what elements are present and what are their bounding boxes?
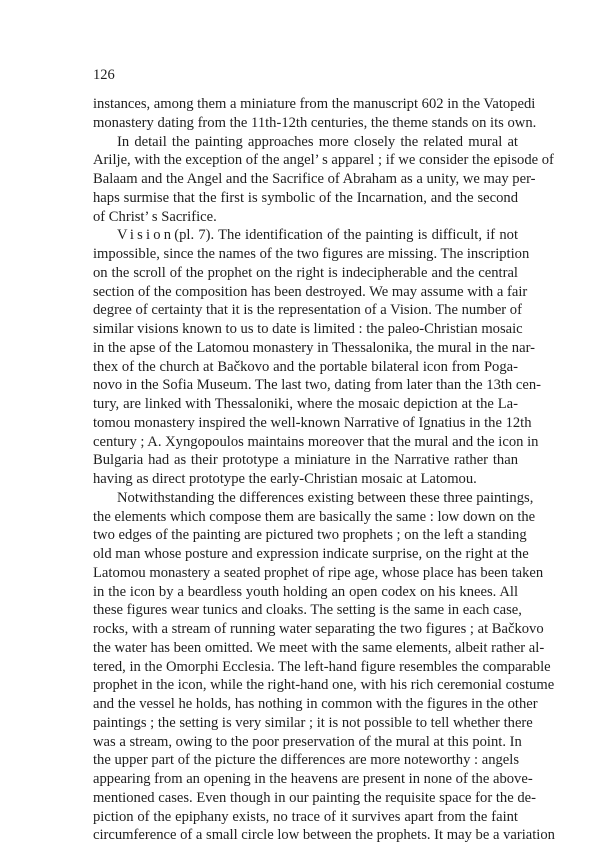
text-line: monastery dating from the 11th-12th centuries, the theme stands on its own.	[93, 114, 537, 131]
text-line: of Christ’ s Sacrifice.	[93, 208, 217, 225]
text-line: prophet in the icon, while the right-hand one, with his rich ceremonial costume	[93, 677, 555, 694]
text-line: similar visions known to us to date is limited : the paleo-Christian mosaic	[93, 321, 523, 337]
text-line: and the vessel he holds, has nothing in common with the figures in the other	[93, 696, 538, 712]
text-line: the elements which compose them are basically the same : low down on the	[93, 508, 536, 525]
body-text	[93, 95, 555, 845]
text-line: appearing from an opening in the heavens are present in none of the above-	[93, 771, 533, 787]
text-line: in the icon by a beardless youth holding an open codex on his knees. All	[93, 583, 518, 600]
text-line: Notwithstanding the differences existing between these three paintings,	[117, 489, 534, 506]
text-line: instances, among them a miniature from the manuscript 602 in the Vatopedi	[93, 96, 536, 112]
text-line: thex of the church at Bačkovo and the portable bilateral icon from Poga-	[93, 358, 518, 375]
text-line: Latomou monastery a seated prophet of ripe age, whose place has been taken	[93, 564, 544, 581]
text-line: in the apse of the Latomou monastery in Thessalonika, the mural in the nar-	[93, 339, 535, 356]
text-line: degree of certainty that it is the representation of a Vision. The number of	[93, 302, 522, 319]
page-number: 126	[93, 67, 115, 83]
text-line: old man whose posture and expression indicate surprise, on the right at the	[93, 546, 529, 562]
text-line: In detail the painting approaches more closely the related mural at	[117, 133, 518, 150]
section-heading-vision: Vision	[117, 227, 175, 244]
text-line: Bulgaria had as their prototype a miniature in the Narrative rather than	[93, 452, 518, 469]
text-line: the water has been omitted. We meet with the same elements, albeit rather al-	[93, 639, 545, 656]
text-line: haps surmise that the first is symbolic of the Incarnation, and the second	[93, 189, 518, 206]
text-line: tered, in the Omorphi Ecclesia. The left-hand figure resembles the comparable	[93, 658, 551, 675]
paragraph-4	[93, 489, 555, 845]
paragraph-2	[93, 133, 554, 227]
text-line: section of the composition has been destroyed. We may assume with a fair	[93, 283, 528, 300]
text-line: on the scroll of the prophet on the right is indecipherable and the central	[93, 264, 518, 281]
text-line: piction of the epiphany exists, no trace of it survives apart from the faint	[93, 808, 518, 825]
text-line: tomou monastery inspired the well-known Narrative of Ignatius in the 12th	[93, 414, 532, 431]
text-line: Balaam and the Angel and the Sacrifice of Abraham as a unity, we may per-	[93, 171, 536, 187]
text-line: rocks, with a stream of running water separating the two figures ; at Bačkovo	[93, 621, 544, 637]
text-line: century ; A. Xyngopoulos maintains moreover that the mural and the icon in	[93, 433, 539, 450]
text-line: the upper part of the picture the differences are more noteworthy : angels	[93, 752, 520, 769]
text-line: novo in the Sofia Museum. The last two, dating from later than the 13th cen-	[93, 377, 541, 394]
text-line: tury, are linked with Thessaloniki, where the mosaic depiction at the La-	[93, 396, 518, 412]
paragraph-1	[93, 95, 537, 133]
text-fragment: (pl. 7). The identification of the painting is difficult, if not	[174, 227, 518, 244]
text-line: two edges of the painting are pictured two prophets ; on the left a standing	[93, 527, 527, 544]
text-line: Arilje, with the exception of the angel’ s apparel ; if we consider the episode of	[93, 152, 554, 169]
text-line: mentioned cases. Even though in our painting the requisite space for the de-	[93, 789, 536, 806]
text-line: was a stream, owing to the poor preservation of the mural at this point. In	[93, 733, 522, 750]
text-line: impossible, since the names of the two figures are missing. The inscription	[93, 246, 530, 262]
text-line: paintings ; the setting is very similar ; it is not possible to tell whether there	[93, 714, 533, 731]
text-line	[93, 226, 518, 245]
paragraph-3	[93, 226, 541, 489]
text-line: having as direct prototype the early-Christian mosaic at Latomou.	[93, 471, 477, 487]
text-line: circumference of a small circle low between the prophets. It may be a variation	[93, 827, 555, 844]
text-line: these figures wear tunics and cloaks. The setting is the same in each case,	[93, 602, 522, 619]
